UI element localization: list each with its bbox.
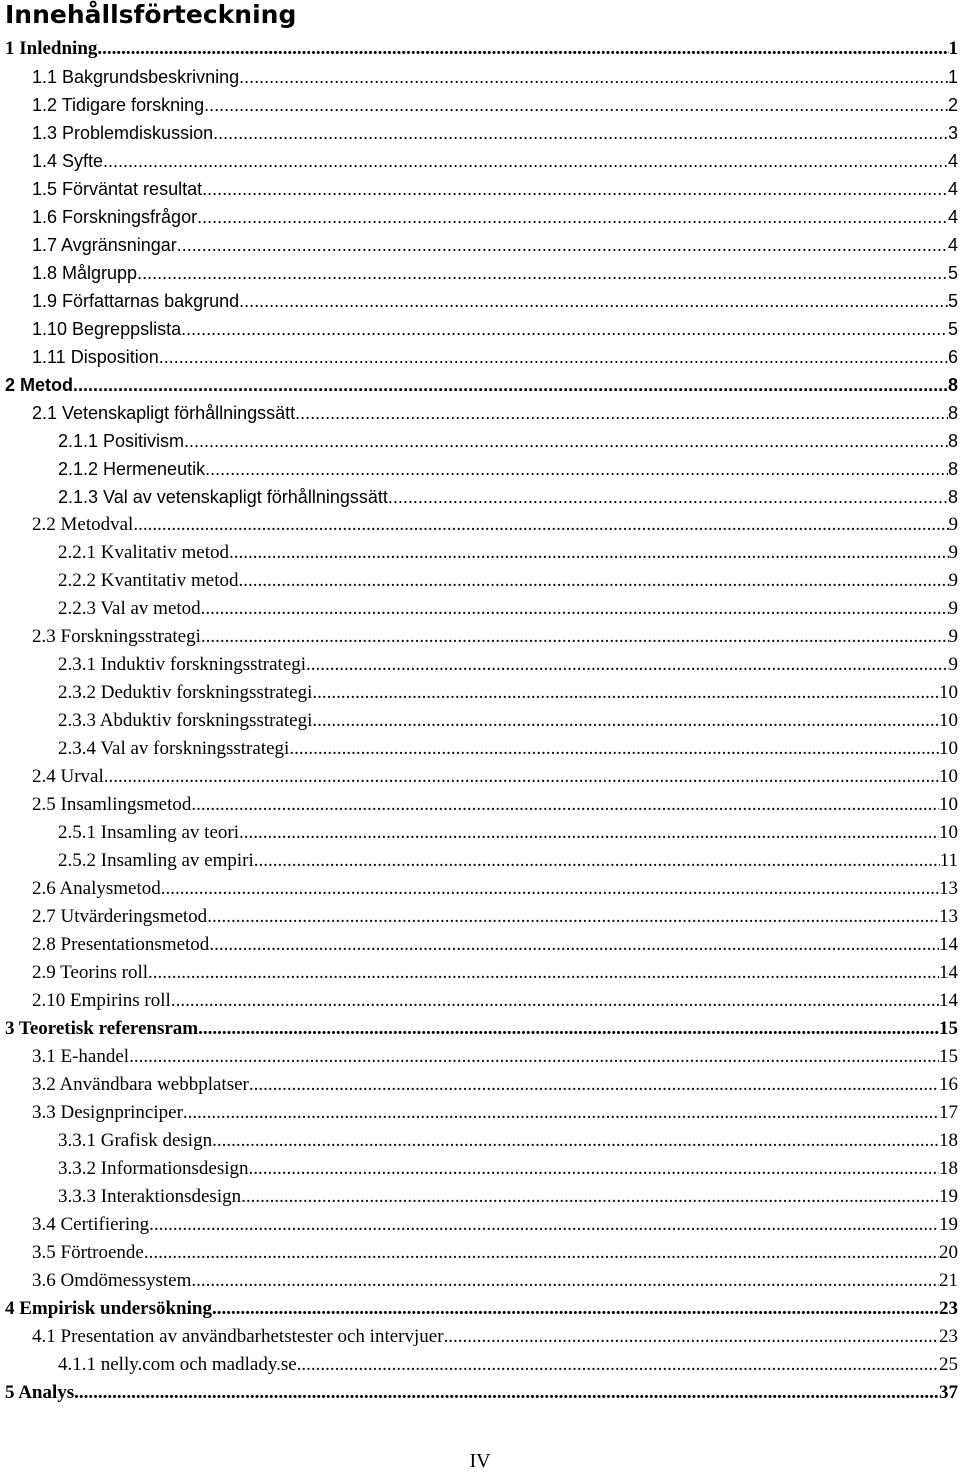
toc-entry-label: 5 Analys <box>5 1382 75 1403</box>
toc-entry[interactable] <box>0 1267 958 1295</box>
toc-dot-leader <box>161 875 939 903</box>
toc-dot-leader <box>171 987 939 1015</box>
toc-entry-page: 2 <box>947 95 958 115</box>
toc-entry-page: 15 <box>939 1046 958 1067</box>
toc-entry-page: 4 <box>947 179 958 199</box>
toc-entry-page: 10 <box>939 794 958 815</box>
toc-entry-label: 2 Metod <box>5 375 74 395</box>
toc-dot-leader <box>201 623 949 651</box>
toc-entry-label: 1.7 Avgränsningar <box>32 235 177 255</box>
toc-entry-page: 20 <box>939 1242 958 1263</box>
toc-entry-label: 2.2 Metodval <box>32 514 134 535</box>
toc-entry-label: 2.9 Teorins roll <box>32 962 149 983</box>
toc-entry[interactable] <box>0 623 958 651</box>
toc-entry[interactable] <box>0 903 958 931</box>
toc-dot-leader <box>144 1239 939 1267</box>
toc-entry[interactable] <box>0 1127 958 1155</box>
toc-dot-leader <box>239 63 948 91</box>
toc-dot-leader <box>197 203 948 231</box>
toc-dot-leader <box>181 315 948 343</box>
toc-entry-label: 2.8 Presentationsmetod <box>32 934 210 955</box>
toc-entry-label: 2.3 Forskningsstrategi <box>32 626 201 647</box>
toc-entry[interactable] <box>0 1379 958 1407</box>
toc-dot-leader <box>229 539 949 567</box>
toc-entry[interactable] <box>0 1239 958 1267</box>
toc-entry-label: 2.2.3 Val av metod <box>58 598 201 619</box>
toc-entry[interactable] <box>0 1183 958 1211</box>
toc-entry-label: 1.8 Målgrupp <box>32 263 138 283</box>
toc-dot-leader <box>297 1351 939 1379</box>
toc-entry-label: 1.11 Disposition <box>32 347 159 367</box>
toc-entry-page: 23 <box>939 1326 958 1347</box>
toc-entry[interactable] <box>0 315 958 343</box>
toc-entry[interactable] <box>0 707 958 735</box>
toc-entry[interactable] <box>0 371 958 399</box>
toc-title: Innehållsförteckning <box>5 0 297 29</box>
toc-dot-leader <box>207 903 939 931</box>
toc-entry-page: 6 <box>947 347 958 367</box>
toc-entry-page: 23 <box>939 1298 958 1319</box>
toc-dot-leader <box>254 847 940 875</box>
toc-entry-label: 3.1 E-handel <box>32 1046 130 1067</box>
toc-entry-page: 4 <box>947 235 958 255</box>
toc-entry-label: 2.5.2 Insamling av empiri <box>58 850 254 871</box>
toc-entry-label: 4.1 Presentation av användbarhetstester och intervjuer <box>32 1326 444 1347</box>
toc-entry-page: 9 <box>948 598 958 619</box>
toc-entry[interactable] <box>0 679 958 707</box>
toc-entry-page: 4 <box>947 207 958 227</box>
toc-entry-label: 3.2 Användbara webbplatser <box>32 1074 249 1095</box>
toc-dot-leader <box>241 1183 939 1211</box>
page-number: IV <box>469 1450 491 1472</box>
toc-dot-leader <box>239 287 948 315</box>
toc-dot-leader <box>249 1071 939 1099</box>
toc-entry-page: 18 <box>939 1130 958 1151</box>
toc-entry-label: 2.3.2 Deduktiv forskningsstrategi <box>58 682 313 703</box>
toc-entry-page: 9 <box>948 626 958 647</box>
toc-entry-label: 1.4 Syfte <box>32 151 104 171</box>
toc-entry-label: 3.3 Designprinciper <box>32 1102 183 1123</box>
toc-entry-page: 8 <box>947 375 958 395</box>
toc-entry[interactable] <box>0 455 958 483</box>
toc-entry[interactable] <box>0 819 958 847</box>
toc-entry[interactable] <box>0 399 958 427</box>
toc-entry-label: 3.5 Förtroende <box>32 1242 144 1263</box>
toc-entry[interactable] <box>0 847 958 875</box>
toc-entry-page: 19 <box>939 1214 958 1235</box>
toc-entry[interactable] <box>0 875 958 903</box>
toc-entry[interactable] <box>0 735 958 763</box>
toc-dot-leader <box>97 35 948 63</box>
toc-entry-label: 2.6 Analysmetod <box>32 878 161 899</box>
toc-entry-page: 14 <box>939 934 958 955</box>
toc-dot-leader <box>201 595 949 623</box>
toc-entry[interactable] <box>0 147 958 175</box>
toc-dot-leader <box>212 1295 939 1323</box>
toc-entry-page: 4 <box>947 151 958 171</box>
toc-dot-leader <box>148 959 939 987</box>
toc-entry-page: 13 <box>939 906 958 927</box>
toc-entry-page: 8 <box>947 459 958 479</box>
toc-entry[interactable] <box>0 651 958 679</box>
toc-dot-leader <box>312 707 939 735</box>
toc-entry-label: 4.1.1 nelly.com och madlady.se <box>58 1354 297 1375</box>
toc-entry-page: 9 <box>948 514 958 535</box>
toc-entry-label: 2.10 Empirins roll <box>32 990 171 1011</box>
toc-entry-label: 2.1 Vetenskapligt förhållningssätt <box>32 403 296 423</box>
toc-entry[interactable] <box>0 427 958 455</box>
toc-entry[interactable] <box>0 175 958 203</box>
toc-entry-page: 8 <box>947 403 958 423</box>
toc-entry-page: 9 <box>948 654 958 675</box>
toc-entry-page: 3 <box>947 123 958 143</box>
toc-entry-label: 1.3 Problemdiskussion <box>32 123 214 143</box>
toc-dot-leader <box>444 1323 939 1351</box>
toc-dot-leader <box>238 567 948 595</box>
toc-entry[interactable] <box>0 1043 958 1071</box>
toc-entry-label: 3 Teoretisk referensram <box>5 1018 199 1039</box>
toc-entry[interactable] <box>0 567 958 595</box>
toc-entry-label: 3.4 Certifiering <box>32 1214 150 1235</box>
toc-entry-label: 1.5 Förväntat resultat <box>32 179 203 199</box>
toc-entry-label: 2.2.2 Kvantitativ metod <box>58 570 239 591</box>
toc-dot-leader <box>205 455 948 483</box>
toc-entry-page: 5 <box>947 291 958 311</box>
toc-entry-page: 10 <box>939 766 958 787</box>
toc-entry-label: 2.3.1 Induktiv forskningsstrategi <box>58 654 307 675</box>
toc-entry-page: 19 <box>939 1186 958 1207</box>
toc-dot-leader <box>204 91 948 119</box>
toc-entry-label: 1.1 Bakgrundsbeskrivning <box>32 67 240 87</box>
toc-dot-leader <box>191 1267 939 1295</box>
toc-entry[interactable] <box>0 931 958 959</box>
toc-entry-label: 3.3.3 Interaktionsdesign <box>58 1186 242 1207</box>
toc-dot-leader <box>104 763 939 791</box>
toc-entry-page: 14 <box>939 962 958 983</box>
toc-entry-page: 10 <box>939 822 958 843</box>
toc-list <box>0 35 958 1407</box>
toc-entry-label: 1.10 Begreppslista <box>32 319 182 339</box>
toc-entry[interactable] <box>0 1099 958 1127</box>
toc-entry-label: 3.3.1 Grafisk design <box>58 1130 213 1151</box>
toc-entry[interactable] <box>0 1071 958 1099</box>
toc-entry-label: 2.5.1 Insamling av teori <box>58 822 239 843</box>
toc-entry-label: 1.9 Författarnas bakgrund <box>32 291 240 311</box>
toc-dot-leader <box>74 1379 939 1407</box>
toc-dot-leader <box>209 931 939 959</box>
toc-entry-page: 10 <box>939 710 958 731</box>
toc-entry-page: 10 <box>939 738 958 759</box>
toc-entry-label: 1 Inledning <box>5 38 98 59</box>
toc-entry[interactable] <box>0 511 958 539</box>
toc-entry[interactable] <box>0 35 958 63</box>
toc-dot-leader <box>137 259 948 287</box>
toc-dot-leader <box>202 175 948 203</box>
toc-entry[interactable] <box>0 791 958 819</box>
toc-entry-page: 25 <box>939 1354 958 1375</box>
toc-entry[interactable] <box>0 987 958 1015</box>
toc-entry-page: 9 <box>948 570 958 591</box>
toc-dot-leader <box>295 399 948 427</box>
toc-entry-page: 21 <box>939 1270 958 1291</box>
toc-entry-label: 2.1.3 Val av vetenskapligt förhållningssätt <box>58 487 388 507</box>
toc-entry-page: 17 <box>939 1102 958 1123</box>
toc-entry[interactable] <box>0 287 958 315</box>
toc-entry-page: 16 <box>939 1074 958 1095</box>
toc-dot-leader <box>306 651 948 679</box>
toc-entry[interactable] <box>0 1211 958 1239</box>
toc-dot-leader <box>177 231 948 259</box>
toc-dot-leader <box>149 1211 939 1239</box>
toc-dot-leader <box>312 679 939 707</box>
toc-entry[interactable] <box>0 763 958 791</box>
toc-dot-leader <box>212 1127 939 1155</box>
toc-entry-label: 1.2 Tidigare forskning <box>32 95 205 115</box>
toc-entry[interactable] <box>0 91 958 119</box>
toc-entry[interactable] <box>0 1323 958 1351</box>
toc-dot-leader <box>183 1099 939 1127</box>
toc-entry-page: 9 <box>948 542 958 563</box>
toc-entry-page: 1 <box>947 67 958 87</box>
toc-dot-leader <box>133 511 948 539</box>
toc-dot-leader <box>191 791 939 819</box>
toc-dot-leader <box>129 1043 939 1071</box>
toc-entry[interactable] <box>0 63 958 91</box>
toc-dot-leader <box>184 427 948 455</box>
toc-dot-leader <box>249 1155 939 1183</box>
toc-entry-label: 2.4 Urval <box>32 766 104 787</box>
toc-entry-page: 1 <box>948 38 958 59</box>
toc-dot-leader <box>73 371 948 399</box>
toc-entry[interactable] <box>0 1015 958 1043</box>
toc-entry-label: 3.6 Omdömessystem <box>32 1270 192 1291</box>
toc-entry-page: 5 <box>947 319 958 339</box>
toc-entry[interactable] <box>0 203 958 231</box>
toc-entry[interactable] <box>0 231 958 259</box>
toc-entry-page: 10 <box>939 682 958 703</box>
toc-entry-page: 8 <box>947 487 958 507</box>
toc-dot-leader <box>289 735 939 763</box>
toc-entry-page: 15 <box>939 1018 958 1039</box>
toc-entry[interactable] <box>0 259 958 287</box>
toc-entry-label: 2.7 Utvärderingsmetod <box>32 906 208 927</box>
toc-entry[interactable] <box>0 343 958 371</box>
toc-entry-label: 2.1.2 Hermeneutik <box>58 459 206 479</box>
toc-entry-label: 2.1.1 Positivism <box>58 431 185 451</box>
toc-entry-label: 2.3.4 Val av forskningsstrategi <box>58 738 290 759</box>
toc-entry-page: 14 <box>939 990 958 1011</box>
toc-entry-page: 8 <box>947 431 958 451</box>
toc-dot-leader <box>198 1015 939 1043</box>
toc-dot-leader <box>159 343 948 371</box>
toc-entry-page: 18 <box>939 1158 958 1179</box>
toc-entry[interactable] <box>0 1351 958 1379</box>
toc-dot-leader <box>213 119 948 147</box>
toc-entry[interactable] <box>0 539 958 567</box>
toc-entry-page: 37 <box>939 1382 958 1403</box>
toc-entry[interactable] <box>0 959 958 987</box>
toc-entry-label: 1.6 Forskningsfrågor <box>32 207 198 227</box>
toc-entry-page: 13 <box>939 878 958 899</box>
toc-entry[interactable] <box>0 119 958 147</box>
toc-entry-page: 11 <box>939 850 958 871</box>
toc-entry[interactable] <box>0 1155 958 1183</box>
toc-entry-label: 2.3.3 Abduktiv forskningsstrategi <box>58 710 313 731</box>
toc-entry-page: 5 <box>947 263 958 283</box>
toc-entry-label: 4 Empirisk undersökning <box>5 1298 212 1319</box>
toc-entry[interactable] <box>0 483 958 511</box>
toc-entry-label: 2.2.1 Kvalitativ metod <box>58 542 229 563</box>
toc-entry[interactable] <box>0 1295 958 1323</box>
toc-entry-label: 2.5 Insamlingsmetod <box>32 794 192 815</box>
toc-dot-leader <box>103 147 948 175</box>
toc-dot-leader <box>388 483 948 511</box>
toc-entry[interactable] <box>0 595 958 623</box>
toc-entry-label: 3.3.2 Informationsdesign <box>58 1158 249 1179</box>
toc-dot-leader <box>239 819 939 847</box>
